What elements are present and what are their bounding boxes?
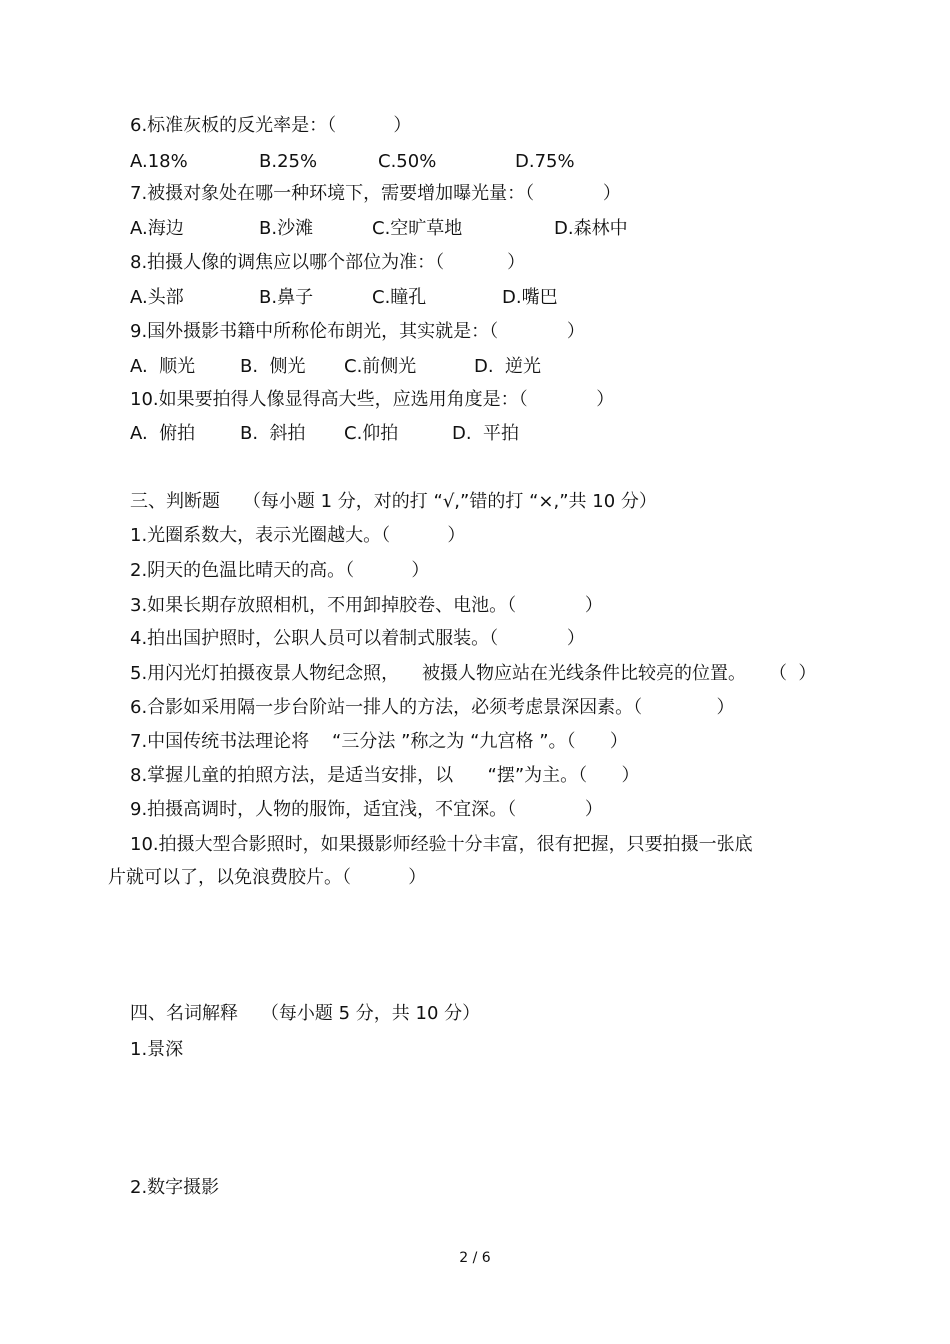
tf-item: 10.拍摄大型合影照时，如果摄影师经验十分丰富，很有把握，只要拍摄一张底 — [130, 834, 753, 855]
q9-option-c: C.前侧光 — [344, 356, 417, 377]
question-7: 7.被摄对象处在哪一种环境下，需要增加曝光量：（ ） — [130, 183, 621, 204]
tf-item: 5.用闪光灯拍摄夜景人物纪念照， 被摄人物应站在光线条件比较亮的位置。 （ ） — [130, 663, 817, 684]
q8-option-d: D.嘴巴 — [502, 287, 558, 308]
term-item: 1.景深 — [130, 1039, 184, 1060]
q8-option-b: B.鼻子 — [259, 287, 314, 308]
question-10: 10.如果要拍得人像显得高大些，应选用角度是：（ ） — [130, 389, 615, 410]
tf-item: 9.拍摄高调时，人物的服饰，适宜浅，不宜深。（ ） — [130, 799, 603, 820]
q10-option-c: C.仰拍 — [344, 423, 399, 444]
tf-item: 3.如果长期存放照相机，不用卸掉胶卷、电池。（ ） — [130, 595, 603, 616]
section-heading-true-false: 三、判断题 （每小题 1 分，对的打 “√,”错的打 “×,”共 10 分） — [130, 491, 657, 512]
q9-option-d: D. 逆光 — [474, 356, 542, 377]
tf-item: 2.阴天的色温比晴天的高。（ ） — [130, 560, 430, 581]
q10-option-b: B. 斜拍 — [240, 423, 306, 444]
q10-option-a: A. 俯拍 — [130, 423, 196, 444]
tf-item: 4.拍出国护照时，公职人员可以着制式服装。（ ） — [130, 628, 585, 649]
q9-option-b: B. 侧光 — [240, 356, 306, 377]
q8-option-a: A.头部 — [130, 287, 184, 308]
q7-option-d: D.森林中 — [554, 218, 628, 239]
tf-item: 7.中国传统书法理论将 “三分法 ”称之为 “九宫格 ”。（ ） — [130, 731, 628, 752]
q6-option-b: B.25% — [259, 151, 318, 172]
q8-option-c: C.瞳孔 — [372, 287, 427, 308]
tf-item-continuation: 片就可以了，以免浪费胶片。（ ） — [108, 867, 427, 888]
page-number: 2 / 6 — [459, 1250, 491, 1266]
question-9: 9.国外摄影书籍中所称伦布朗光，其实就是：（ ） — [130, 321, 585, 342]
tf-item: 1.光圈系数大，表示光圈越大。（ ） — [130, 525, 466, 546]
q10-option-d: D. 平拍 — [452, 423, 520, 444]
tf-item: 6.合影如采用隔一步台阶站一排人的方法，必须考虑景深因素。（ ） — [130, 697, 735, 718]
question-6: 6.标准灰板的反光率是：（ ） — [130, 115, 412, 136]
q9-option-a: A. 顺光 — [130, 356, 196, 377]
q7-option-c: C.空旷草地 — [372, 218, 463, 239]
q6-option-d: D.75% — [515, 151, 575, 172]
q7-option-b: B.沙滩 — [259, 218, 314, 239]
q6-option-a: A.18% — [130, 151, 188, 172]
q7-option-a: A.海边 — [130, 218, 184, 239]
q6-option-c: C.50% — [378, 151, 437, 172]
question-8: 8.拍摄人像的调焦应以哪个部位为准：（ ） — [130, 252, 526, 273]
term-item: 2.数字摄影 — [130, 1177, 220, 1198]
tf-item: 8.掌握儿童的拍照方法，是适当安排，以 “摆”为主。（ ） — [130, 765, 640, 786]
section-heading-terms: 四、名词解释 （每小题 5 分，共 10 分） — [130, 1003, 481, 1024]
